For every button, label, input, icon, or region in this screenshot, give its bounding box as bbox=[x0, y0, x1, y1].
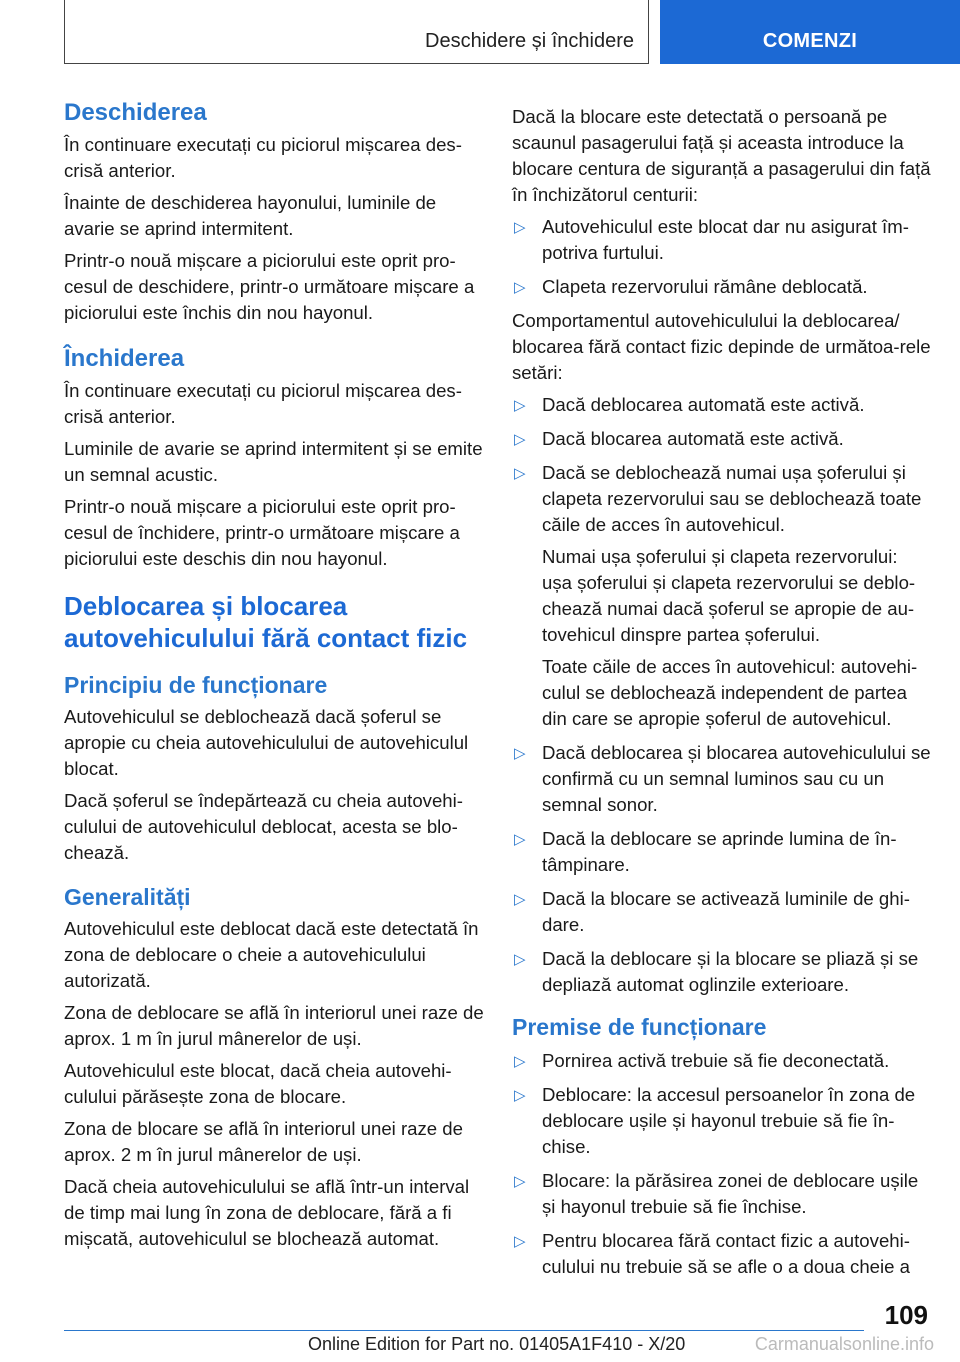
list-item-text: Blocare: la părăsirea zonei de deblocare ușile și hayonul trebuie să fie închise. bbox=[542, 1170, 919, 1217]
watermark-text: Carmanualsonline.info bbox=[754, 1334, 934, 1354]
paragraph: Dacă cheia autovehiculului se află într-un interval de timp mai lung în zona de deblocare, fără a fi mișcată, autovehiculul se blochează automat. bbox=[64, 1176, 470, 1249]
triangle-bullet-icon: ▷ bbox=[514, 1087, 526, 1104]
list-item-text: Pornirea activă trebuie să fie deconectată. bbox=[542, 1050, 890, 1071]
paragraph: Printr-o nouă mișcare a piciorului este oprit pro-cesul de închidere, printr-o următoare mișcare a piciorului este deschis din nou hayonul. bbox=[64, 496, 460, 569]
list-item-text: Dacă blocarea automată este activă. bbox=[542, 428, 844, 449]
page-number: 109 bbox=[884, 1300, 928, 1330]
list-item bbox=[512, 826, 932, 878]
triangle-bullet-icon: ▷ bbox=[514, 1053, 526, 1070]
paragraph: În continuare executați cu piciorul mișcarea des-crisă anterior. bbox=[64, 380, 462, 427]
bullet-list bbox=[512, 1048, 932, 1280]
list-item bbox=[512, 392, 932, 418]
edition-text: Online Edition for Part no. 01405A1F410 - X/20 bbox=[308, 1334, 686, 1354]
list-item bbox=[512, 1228, 932, 1280]
list-item-text: Dacă la blocare se activează luminile de ghi-dare. bbox=[542, 888, 910, 935]
list-item bbox=[512, 426, 932, 452]
right-column bbox=[512, 104, 932, 1288]
page-header bbox=[0, 0, 960, 66]
list-item bbox=[512, 214, 932, 266]
paragraph: Comportamentul autovehiculului la deblocarea/ blocarea fără contact fizic depinde de următoa-rele setări: bbox=[512, 310, 931, 383]
left-column bbox=[64, 98, 484, 1258]
paragraph: Zona de deblocare se află în interiorul unei raze de aprox. 1 m în jurul mânerelor de uși. bbox=[64, 1002, 484, 1049]
paragraph: Autovehiculul se deblochează dacă șoferul se apropie cu cheia autovehiculului de autovehiculul blocat. bbox=[64, 706, 469, 779]
triangle-bullet-icon: ▷ bbox=[514, 397, 526, 414]
list-item bbox=[512, 946, 932, 998]
heading-deschiderea: Deschiderea bbox=[64, 99, 207, 126]
triangle-bullet-icon: ▷ bbox=[514, 279, 526, 296]
list-item-note: Toate căile de acces în autovehicul: autovehi-culul se deblochează independent de partea din care se apropie șoferul de autovehicul. bbox=[542, 656, 918, 729]
section-title: Deschidere și închidere bbox=[425, 30, 634, 52]
triangle-bullet-icon: ▷ bbox=[514, 745, 526, 762]
triangle-bullet-icon: ▷ bbox=[514, 431, 526, 448]
section-header-box bbox=[64, 0, 649, 64]
triangle-bullet-icon: ▷ bbox=[514, 1233, 526, 1250]
list-item-text: Deblocare: la accesul persoanelor în zona de deblocare ușile și hayonul trebuie să fie în-chise. bbox=[542, 1084, 916, 1157]
triangle-bullet-icon: ▷ bbox=[514, 951, 526, 968]
paragraph: Autovehiculul este blocat, dacă cheia autovehi-culului părăsește zona de blocare. bbox=[64, 1060, 452, 1107]
list-item bbox=[512, 740, 932, 818]
list-item-text: Dacă la deblocare și la blocare se pliază și se depliază automat oglinzile exterioare. bbox=[542, 948, 919, 995]
heading-premise: Premise de funcționare bbox=[512, 1014, 767, 1040]
triangle-bullet-icon: ▷ bbox=[514, 831, 526, 848]
list-item bbox=[512, 1082, 932, 1160]
list-item bbox=[512, 460, 932, 732]
list-item bbox=[512, 886, 932, 938]
list-item-text: Dacă la deblocare se aprinde lumina de în-tâmpinare. bbox=[542, 828, 897, 875]
list-item-note: Numai ușa șoferului și clapeta rezervorului: ușa șoferului și clapeta rezervorului se deblo-chează numai dacă șoferul se apropie de au-tovehicul dinspre partea șoferului. bbox=[542, 546, 916, 645]
triangle-bullet-icon: ▷ bbox=[514, 219, 526, 236]
list-item bbox=[512, 1048, 932, 1074]
list-item-text: Clapeta rezervorului rămâne deblocată. bbox=[542, 276, 868, 297]
paragraph: Zona de blocare se află în interiorul unei raze de aprox. 2 m în jurul mânerelor de uși. bbox=[64, 1118, 463, 1165]
list-item-text: Dacă deblocarea automată este activă. bbox=[542, 394, 865, 415]
paragraph: Autovehiculul este deblocat dacă este detectată în zona de deblocare o cheie a autovehiculului autorizată. bbox=[64, 918, 479, 991]
list-item bbox=[512, 1168, 932, 1220]
list-item-text: Pentru blocarea fără contact fizic a autovehi-culului nu trebuie să se afle o a doua cheie a bbox=[542, 1230, 910, 1277]
chapter-tab[interactable] bbox=[660, 0, 960, 64]
list-item bbox=[512, 274, 932, 300]
heading-inchiderea: Închiderea bbox=[64, 345, 185, 372]
paragraph: Dacă șoferul se îndepărtează cu cheia autovehi-culului de autovehiculul deblocat, acesta se blo-chează. bbox=[64, 790, 463, 863]
list-item-text: Autovehiculul este blocat dar nu asigurat îm-potriva furtului. bbox=[542, 216, 909, 263]
bullet-list bbox=[512, 392, 932, 998]
triangle-bullet-icon: ▷ bbox=[514, 1173, 526, 1190]
heading-deblocare-blocare: Deblocarea și blocarea autovehiculului fără contact fizic bbox=[64, 591, 468, 653]
bullet-list bbox=[512, 214, 932, 300]
paragraph: Printr-o nouă mișcare a piciorului este oprit pro-cesul de deschidere, printr-o următoare mișcare a piciorului este închis din nou hayonul. bbox=[64, 250, 475, 323]
heading-generalitati: Generalități bbox=[64, 884, 191, 910]
paragraph: Luminile de avarie se aprind intermitent și se emite un semnal acustic. bbox=[64, 438, 483, 485]
triangle-bullet-icon: ▷ bbox=[514, 891, 526, 908]
paragraph: În continuare executați cu piciorul mișcarea des-crisă anterior. bbox=[64, 134, 462, 181]
heading-principiu: Principiu de funcționare bbox=[64, 672, 328, 698]
footer-divider bbox=[64, 1330, 864, 1331]
paragraph: Înainte de deschiderea hayonului, luminile de avarie se aprind intermitent. bbox=[64, 192, 437, 239]
triangle-bullet-icon: ▷ bbox=[514, 465, 526, 482]
list-item-text: Dacă deblocarea și blocarea autovehiculului se confirmă cu un semnal luminos sau cu un semnal sonor. bbox=[542, 742, 931, 815]
list-item-text: Dacă se deblochează numai ușa șoferului și clapeta rezervorului sau se deblochează toate căile de acces în autovehicul. bbox=[542, 462, 922, 535]
paragraph: Dacă la blocare este detectată o persoană pe scaunul pasagerului față și aceasta introduce la blocare centura de siguranță a pasagerului din față în închizătorul centurii: bbox=[512, 106, 931, 205]
chapter-tab-label: COMENZI bbox=[762, 30, 858, 52]
